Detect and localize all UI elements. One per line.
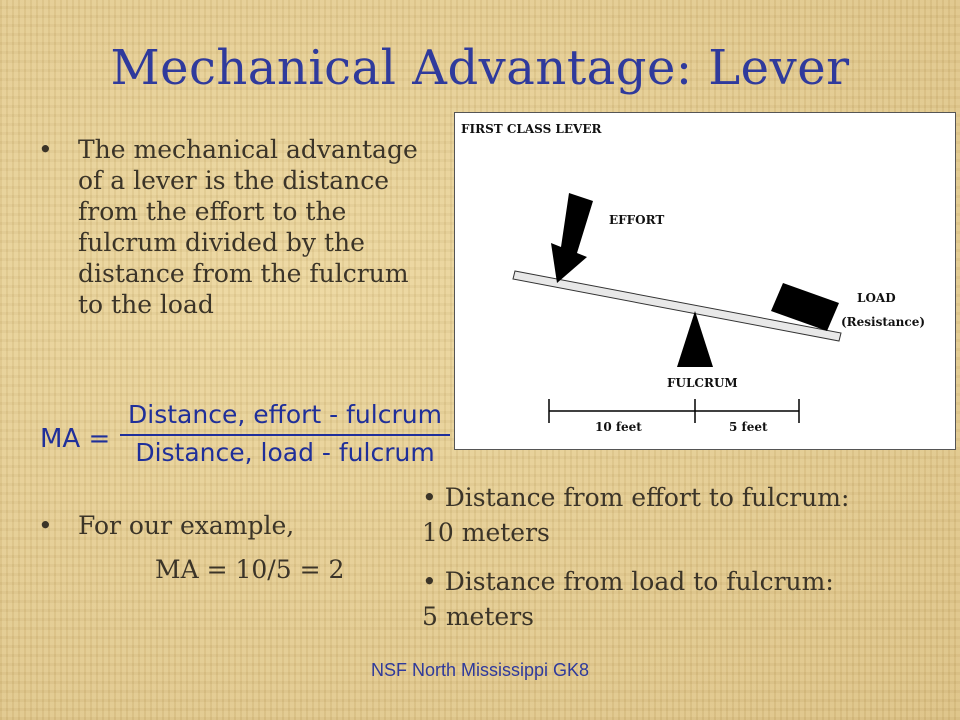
- distance-item-load: [422, 564, 942, 634]
- example-bullet: [38, 510, 344, 586]
- bullet-icon: •: [38, 511, 53, 540]
- distance-effort-text: Distance from effort to fulcrum:: [444, 483, 850, 512]
- formula-numerator: Distance, effort - fulcrum: [128, 400, 442, 429]
- fraction-bar: [120, 434, 450, 436]
- bullet-icon: •: [422, 483, 437, 512]
- first-class-lever-diagram: [454, 112, 956, 450]
- slide-title: Mechanical Advantage: Lever: [110, 40, 850, 96]
- slide-footer: NSF North Mississippi GK8: [370, 660, 590, 680]
- main-bullet: [38, 134, 428, 320]
- diagram-heading: FIRST CLASS LEVER: [461, 122, 602, 136]
- main-bullet-text: The mechanical advantage of a lever is the distance from the effort to the fulcrum divided by the distance from the fulcrum to the load: [78, 135, 418, 319]
- load-distance-label: 5 feet: [729, 420, 768, 434]
- distance-load-value: 5 meters: [422, 602, 534, 631]
- effort-arrow-icon: [551, 193, 593, 283]
- effort-label: EFFORT: [609, 213, 665, 227]
- example-intro: For our example,: [78, 511, 295, 540]
- formula-lhs: MA =: [40, 424, 111, 454]
- distance-effort-value: 10 meters: [422, 518, 550, 547]
- formula-denominator: Distance, load - fulcrum: [135, 438, 435, 467]
- distances-list: [422, 480, 942, 648]
- load-sub-label: (Resistance): [841, 315, 926, 329]
- distance-load-text: Distance from load to fulcrum:: [444, 567, 834, 596]
- distance-item-effort: [422, 480, 942, 550]
- example-calc: MA = 10/5 = 2: [155, 555, 345, 584]
- ma-formula: [40, 400, 450, 470]
- fulcrum-icon: [677, 311, 713, 367]
- bullet-icon: •: [38, 135, 53, 164]
- fulcrum-label: FULCRUM: [667, 376, 738, 390]
- effort-distance-label: 10 feet: [595, 420, 642, 434]
- lever-diagram-svg: [455, 113, 955, 449]
- load-label: LOAD: [857, 291, 896, 305]
- bullet-icon: •: [422, 567, 437, 596]
